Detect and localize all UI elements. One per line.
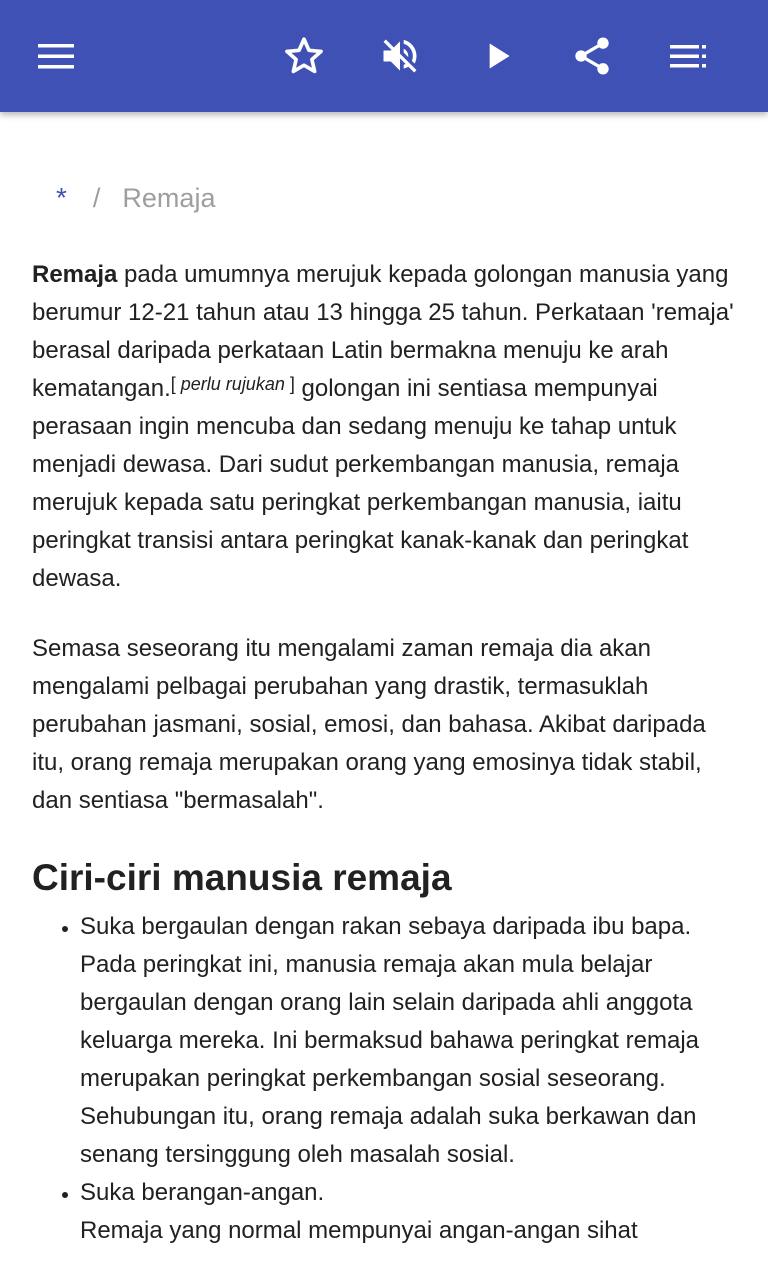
play-button[interactable]: [470, 28, 526, 84]
intro-text-b: golongan ini sentiasa mempunyai perasaan ingin mencuba dan sedang menuju ke tahap untuk menjadi dewasa. Dari sudut perkembangan manusia, remaja merujuk kepada satu peringkat perkembangan manusia, iaitu peringkat transisi antara peringkat kanak-kanak dan peringkat dewasa.: [32, 375, 689, 592]
list-item-body: Pada peringkat ini, manusia remaja akan mula belajar bergaulan dengan orang lain selain daripada ahli anggota keluarga mereka. Ini bermaksud bahawa peringkat remaja merupakan peringkat perkembangan sosial seseorang. Sehubungan itu, orang remaja adalah suka berkawan dan senang tersinggung oleh masalah sosial.: [80, 951, 699, 1168]
app-toolbar: [0, 0, 768, 112]
citation-open: [: [170, 374, 181, 394]
bookmark-button[interactable]: [276, 28, 332, 84]
mute-button[interactable]: [372, 28, 428, 84]
intro-text-a: pada umumnya merujuk kepada golongan manusia yang berumur 12-21 tahun atau 13 hingga 25 tahun. Perkataan 'remaja' berasal daripada perkataan Latin bermakna menuju ke arah kematangan.: [32, 261, 734, 402]
section-heading: Ciri-ciri manusia remaja: [32, 857, 452, 898]
share-icon: [570, 34, 614, 78]
share-button[interactable]: [564, 28, 620, 84]
list-item-title: Suka berangan-angan.: [80, 1179, 325, 1206]
breadcrumb-home-link[interactable]: *: [56, 182, 67, 213]
breadcrumb-separator: /: [92, 183, 101, 213]
list-item: [80, 1174, 744, 1250]
breadcrumb-current: Remaja: [122, 183, 216, 213]
star-outline-icon: [282, 34, 326, 78]
list-item-title: Suka bergaulan dengan rakan sebaya daripada ibu bapa.: [80, 913, 692, 940]
article-body: [32, 256, 744, 1250]
article-view[interactable]: [0, 112, 768, 1280]
list-item: [80, 908, 744, 1174]
characteristics-list: [32, 908, 744, 1250]
menu-icon: [36, 36, 76, 76]
citation-close: ]: [284, 374, 295, 394]
contents-button[interactable]: [660, 28, 716, 84]
citation-text: perlu rujukan: [180, 374, 285, 394]
list-item-body: Remaja yang normal mempunyai angan-angan sihat: [80, 1217, 638, 1244]
intro-paragraph: [32, 256, 744, 598]
breadcrumb: [56, 180, 215, 216]
toc-list-icon: [668, 36, 708, 76]
citation-needed-link[interactable]: [171, 374, 295, 394]
volume-off-icon: [378, 34, 422, 78]
article-term: Remaja: [32, 261, 118, 288]
play-icon: [478, 36, 518, 76]
menu-button[interactable]: [28, 28, 84, 84]
second-paragraph: Semasa seseorang itu mengalami zaman remaja dia akan mengalami pelbagai perubahan yang drastik, termasuklah perubahan jasmani, sosial, emosi, dan bahasa. Akibat daripada itu, orang remaja merupakan orang yang emosinya tidak stabil, dan sentiasa "bermasalah".: [32, 635, 706, 814]
